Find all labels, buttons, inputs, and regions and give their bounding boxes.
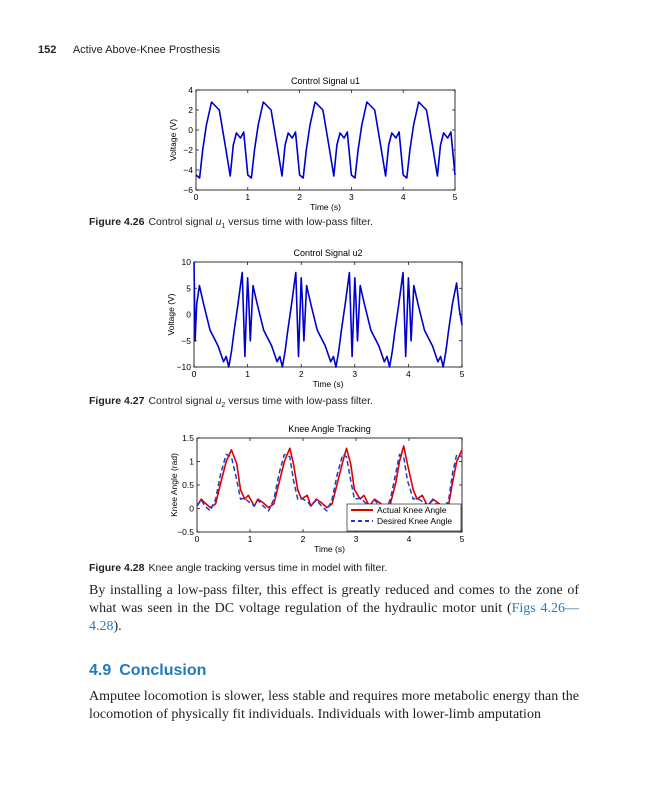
y-tick-label: −5: [181, 335, 191, 346]
x-tick-label: 2: [300, 534, 306, 544]
x-axis-label: Time (s): [310, 202, 341, 212]
y-tick-label: 4: [188, 85, 193, 95]
y-tick-label: −10: [176, 362, 191, 372]
x-tick-label: 4: [406, 369, 411, 379]
x-tick-label: 0: [193, 192, 199, 202]
x-tick-label: 5: [452, 192, 458, 202]
x-tick-label: 1: [245, 192, 251, 202]
y-tick-label: −2: [183, 145, 193, 155]
y-tick-label: 1.5: [182, 433, 194, 443]
x-tick-label: 1: [247, 534, 253, 544]
figure-caption-4-26: Figure 4.26 Control signal $u_1$ versus time with low-pass filter.: [89, 216, 373, 231]
figure-caption-4-27: Figure 4.27 Control signal $u_2$ versus time with low-pass filter.: [89, 395, 373, 410]
chart-knee-angle-tracking: [169, 424, 465, 554]
x-tick-label: 2: [298, 369, 304, 379]
figure-label: Figure 4.26: [89, 216, 145, 228]
figure-caption-4-28: Figure 4.28 Knee angle tracking versus time in model with filter.: [89, 562, 388, 574]
y-tick-label: −4: [183, 165, 193, 175]
x-tick-label: 5: [459, 369, 465, 379]
chart-title: Knee Angle Tracking: [288, 424, 371, 434]
y-tick-label: −6: [183, 185, 193, 195]
paragraph-filter: By installing a low-pass filter, this effect is greatly reduced and comes to the zone of what was seen in the DC voltage regulation of the hydraulic motor unit (Figs 4.26—4.28).: [89, 583, 580, 634]
figure-reference-link[interactable]: Figs 4.26—4.28: [89, 601, 580, 634]
page-number: 152: [38, 44, 57, 56]
legend-entry: Actual Knee Angle: [377, 505, 447, 515]
figure-label: Figure 4.28: [89, 562, 145, 574]
x-tick-label: 0: [191, 369, 197, 379]
x-tick-label: 4: [400, 192, 406, 202]
chart-title: Control Signal u2: [293, 248, 363, 258]
x-tick-label: 2: [297, 192, 302, 202]
running-title: Active Above-Knee Prosthesis: [72, 44, 221, 56]
y-axis-label: Knee Angle (rad): [169, 453, 179, 517]
y-tick-label: 0: [186, 309, 191, 320]
y-tick-label: 2: [188, 105, 193, 115]
x-tick-label: 3: [349, 192, 354, 202]
legend-entry: Desired Knee Angle: [377, 516, 453, 526]
plot-frame: [194, 262, 462, 367]
section-heading: [89, 662, 214, 680]
y-tick-label: 10: [181, 257, 191, 267]
x-axis-label: Time (s): [314, 544, 345, 554]
x-axis-label: Time (s): [312, 379, 344, 389]
y-tick-label: 0.5: [182, 480, 194, 490]
x-tick-label: 0: [194, 534, 200, 544]
x-tick-label: 3: [352, 369, 358, 379]
paragraph-conclusion: Amputee locomotion is slower, less stable and requires more metabolic energy than the locomotion of physically fit individuals. Individuals with lower-limb amputation: [89, 689, 579, 722]
y-tick-label: −0.5: [177, 527, 194, 537]
x-tick-label: 3: [353, 534, 359, 544]
figure-label: Figure 4.27: [89, 395, 145, 407]
x-tick-label: 4: [406, 534, 412, 544]
x-tick-label: 1: [245, 369, 250, 379]
y-tick-label: 0: [189, 503, 194, 514]
y-tick-label: 5: [186, 283, 191, 294]
chart-control-signal-u2: [166, 248, 465, 389]
y-tick-label: 0: [188, 125, 193, 135]
y-axis-label: Voltage (V): [168, 118, 178, 162]
x-tick-label: 5: [459, 534, 465, 544]
section-title: Conclusion: [119, 662, 207, 679]
section-number: 4.9: [89, 662, 112, 679]
chart-control-signal-u1: [168, 76, 458, 212]
chart-title: Control Signal u1: [290, 76, 361, 86]
y-axis-label: Voltage (V): [166, 293, 176, 336]
y-tick-label: 1: [189, 456, 194, 467]
